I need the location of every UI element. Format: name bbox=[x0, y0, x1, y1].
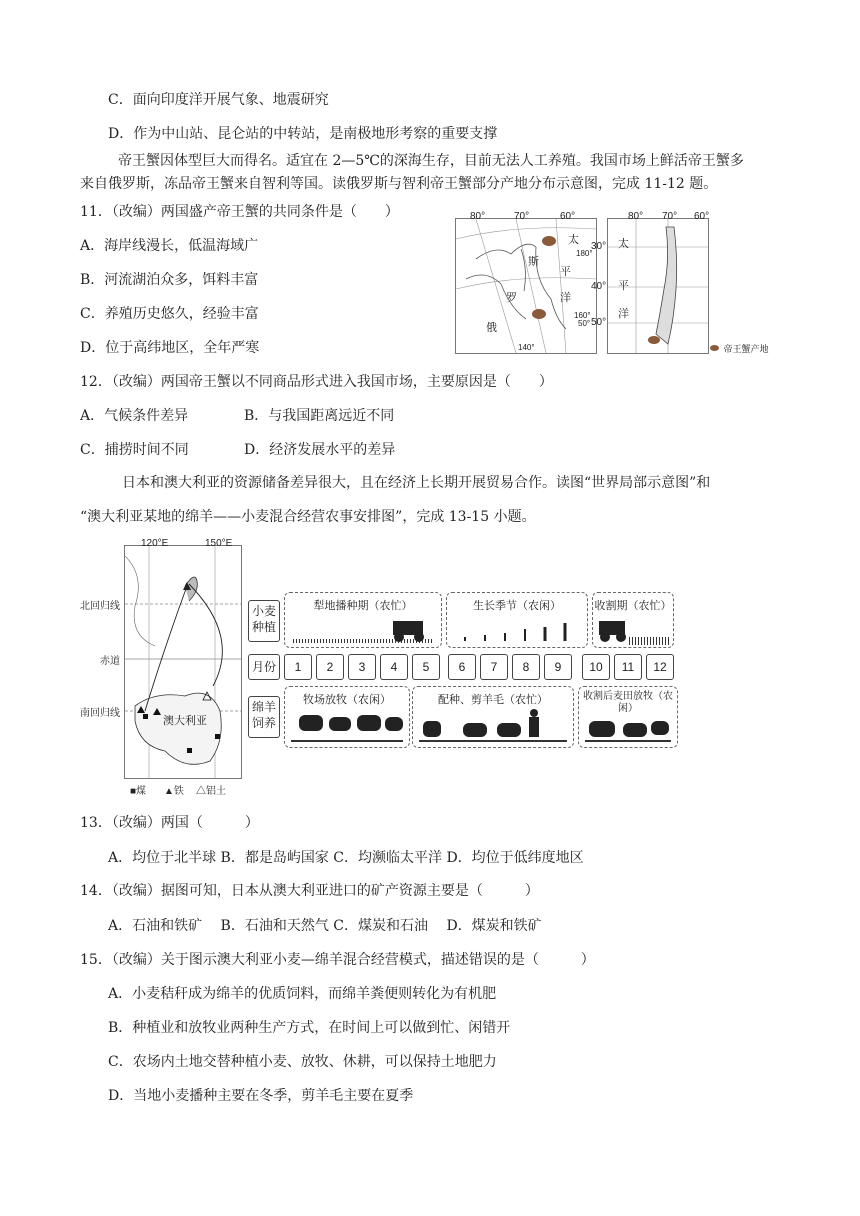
q11-option-c: C．养殖历史悠久，经验丰富 bbox=[80, 306, 259, 322]
chile-lat-30: 30° bbox=[591, 241, 607, 252]
q13-options: A．均位于北半球 B．都是岛屿国家 C．均濒临太平洋 D．均位于低纬度地区 bbox=[108, 850, 584, 866]
legend-bauxite: △铝土 bbox=[196, 786, 226, 797]
farm-schedule bbox=[248, 590, 680, 752]
chile-lat-50: 50° bbox=[591, 317, 607, 328]
wheat-phase-harvest: 收割期（农忙） bbox=[592, 592, 674, 648]
q14-options: A．石油和铁矿 B．石油和天然气 C．煤炭和石油 D．煤炭和铁矿 bbox=[108, 918, 542, 934]
crab-legend: 帝王蟹产地 bbox=[710, 340, 768, 356]
australia-label: 澳大利亚 bbox=[163, 715, 207, 727]
intro-trade-line1: 日本和澳大利亚的资源储备差异很大，且在经济上长期开展贸易合作。读图“世界局部示意图”和 bbox=[122, 475, 711, 491]
russia-lon-70: 70° bbox=[514, 211, 530, 222]
month-10: 10 bbox=[582, 654, 610, 680]
russia-country-2: 罗 bbox=[506, 292, 517, 304]
q11-option-b: B．河流湖泊众多，饵料丰富 bbox=[80, 272, 259, 288]
tropic-south-label: 南回归线 bbox=[80, 708, 120, 719]
q15-option-b: B．种植业和放牧业两种生产方式，在时间上可以做到忙、闲错开 bbox=[108, 1020, 511, 1036]
q12-option-a: A．气候条件差异 bbox=[80, 408, 189, 424]
q12-option-d: D．经济发展水平的差异 bbox=[244, 442, 396, 458]
q12-stem: 12．（改编）两国帝王蟹以不同商品形式进入我国市场，主要原因是（ ） bbox=[80, 374, 553, 390]
intro-trade-line2: “澳大利亚某地的绵羊——小麦混合经营农事安排图”，完成 13-15 小题。 bbox=[80, 509, 536, 525]
russia-lon-180: 180° bbox=[576, 249, 593, 258]
month-9: 9 bbox=[544, 654, 572, 680]
map-russia-crab bbox=[455, 211, 597, 354]
chile-ocean-3: 洋 bbox=[618, 308, 629, 320]
q11-stem: 11．（改编）两国盛产帝王蟹的共同条件是（ ） bbox=[80, 204, 399, 220]
wheat-phase-growing: 生长季节（农闲） bbox=[446, 592, 588, 648]
russia-country-1: 斯 bbox=[528, 256, 539, 268]
row-label-month: 月份 bbox=[248, 654, 280, 680]
q12-option-c: C．捕捞时间不同 bbox=[80, 442, 189, 458]
chile-lon-70: 70° bbox=[662, 211, 678, 222]
q15-stem: 15．（改编）关于图示澳大利亚小麦—绵羊混合经营模式，描述错误的是（ ） bbox=[80, 952, 595, 968]
sheep-phase-breeding: 配种、剪羊毛（农忙） bbox=[412, 686, 574, 748]
russia-lon-140: 140° bbox=[518, 343, 535, 352]
russia-ocean-2: 平 bbox=[560, 266, 571, 278]
sheep-phase-stubble-grazing: 收割后麦田放牧（农闲） bbox=[578, 686, 678, 748]
month-4: 4 bbox=[380, 654, 408, 680]
russia-lon-80: 80° bbox=[470, 211, 486, 222]
month-3: 3 bbox=[348, 654, 376, 680]
russia-ocean-1: 太 bbox=[568, 234, 579, 246]
russia-lon-160: 160° bbox=[574, 311, 591, 320]
russia-country-3: 俄 bbox=[486, 322, 497, 334]
legend-coal: ■煤 bbox=[130, 786, 147, 797]
chile-ocean-2: 平 bbox=[618, 280, 629, 292]
world-lon-120: 120°E bbox=[141, 538, 169, 549]
world-lon-150: 150°E bbox=[205, 538, 233, 549]
russia-lon-60: 60° bbox=[560, 211, 576, 222]
month-7: 7 bbox=[480, 654, 508, 680]
sheep-phase-grazing: 牧场放牧（农闲） bbox=[284, 686, 410, 748]
row-label-sheep: 绵羊饲养 bbox=[248, 696, 280, 738]
q11-option-a: A．海岸线漫长，低温海域广 bbox=[80, 238, 259, 254]
month-11: 11 bbox=[614, 654, 642, 680]
q15-option-c: C．农场内土地交替种植小麦、放牧、休耕，可以保持土地肥力 bbox=[108, 1054, 497, 1070]
intro-crab-line2: 来自俄罗斯，冻品帝王蟹来自智利等国。读俄罗斯与智利帝王蟹部分产地分布示意图，完成 11-12 题。 bbox=[80, 176, 718, 192]
tropic-north-label: 北回归线 bbox=[80, 601, 120, 612]
chile-lon-80: 80° bbox=[628, 211, 644, 222]
map-japan-australia bbox=[124, 538, 242, 779]
chile-lon-60: 60° bbox=[694, 211, 710, 222]
q12-option-b: B．与我国距离远近不同 bbox=[244, 408, 395, 424]
month-8: 8 bbox=[512, 654, 540, 680]
map-chile-crab bbox=[591, 211, 710, 354]
crab-icon bbox=[710, 345, 719, 351]
intro-crab-line1: 帝王蟹因体型巨大而得名。适宜在 2—5℃的深海生存，目前无法人工养殖。我国市场上鲜活帝王蟹多 bbox=[118, 153, 744, 169]
month-6: 6 bbox=[448, 654, 476, 680]
legend-iron: ▲铁 bbox=[164, 786, 184, 797]
month-5: 5 bbox=[412, 654, 440, 680]
q10-option-d: D．作为中山站、昆仑站的中转站，是南极地形考察的重要支撑 bbox=[108, 126, 498, 142]
q15-option-a: A．小麦秸秆成为绵羊的优质饲料，而绵羊粪便则转化为有机肥 bbox=[108, 986, 497, 1002]
russia-ocean-3: 洋 bbox=[560, 292, 571, 304]
q11-option-d: D．位于高纬地区，全年严寒 bbox=[80, 340, 260, 356]
q15-option-d: D．当地小麦播种主要在冬季，剪羊毛主要在夏季 bbox=[108, 1088, 414, 1104]
q13-stem: 13．（改编）两国（ ） bbox=[80, 815, 259, 831]
month-1: 1 bbox=[284, 654, 312, 680]
q14-stem: 14．（改编）据图可知，日本从澳大利亚进口的矿产资源主要是（ ） bbox=[80, 883, 539, 899]
month-12: 12 bbox=[646, 654, 674, 680]
month-2: 2 bbox=[316, 654, 344, 680]
q10-option-c: C．面向印度洋开展气象、地震研究 bbox=[108, 92, 329, 108]
chile-ocean-1: 太 bbox=[618, 238, 629, 250]
equator-label: 赤道 bbox=[100, 656, 120, 667]
russia-lat-50: 50° bbox=[578, 319, 591, 328]
chile-lat-40: 40° bbox=[591, 281, 607, 292]
wheat-phase-sowing: 犁地播种期（农忙） bbox=[284, 592, 442, 648]
row-label-wheat: 小麦种植 bbox=[248, 600, 280, 642]
